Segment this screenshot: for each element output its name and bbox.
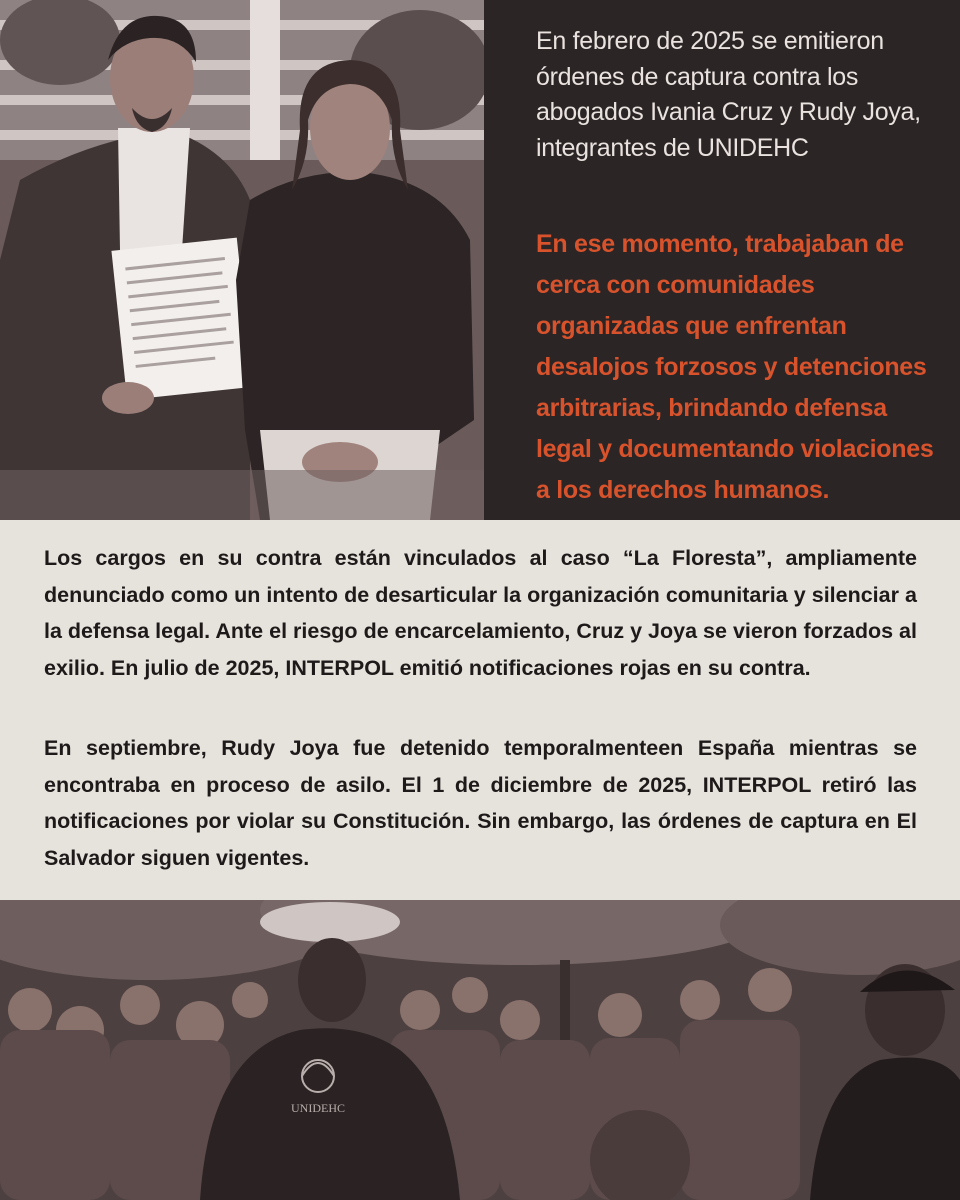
crowd-body [680, 1020, 800, 1200]
crowd-body [0, 1030, 110, 1200]
crowd-body [500, 1040, 590, 1200]
lawyers-photo [0, 0, 484, 520]
legal-document [111, 238, 252, 400]
crowd-head [232, 982, 268, 1018]
crowd-head [452, 977, 488, 1013]
umbrella [260, 902, 400, 942]
crowd-head [500, 1000, 540, 1040]
vest-wearer-head [298, 938, 366, 1022]
vest-logo-text: UNIDEHC [291, 1101, 345, 1115]
case-paragraph: Los cargos en su contra están vinculados al caso “La Floresta”, ampliamente denunciado como un intento de desarticular la organización comunitaria y silenciar a la defensa legal. Ante el riesgo de encarcelamiento, Cruz y Joya se vieron forzados al exilio. En julio de 2025, INTERPOL emitió notificaciones rojas en su contra. [44, 546, 917, 680]
man-hand [102, 382, 154, 414]
community-photo-illustration [0, 900, 960, 1200]
ground-shadow [0, 470, 484, 520]
crowd-head [748, 968, 792, 1012]
lawyers-photo-illustration [0, 0, 484, 520]
white-column [250, 0, 280, 160]
highlight-text: En ese momento, trabajaban de cerca con comunidades organizadas que enfrentan desalojos forzosos y detenciones arbitrarias, brindando defensa legal y documentando violaciones a los derechos humanos. [536, 230, 934, 504]
intro-text: En febrero de 2025 se emitieron órdenes de captura contra los abogados Ivania Cruz y Rudy Joya, integrantes de UNIDEHC [536, 27, 921, 162]
crowd-head [680, 980, 720, 1020]
crowd-head [598, 993, 642, 1037]
crowd-head [400, 990, 440, 1030]
crowd-head [120, 985, 160, 1025]
community-photo [0, 900, 960, 1200]
railing-bar [0, 130, 484, 140]
update-paragraph: En septiembre, Rudy Joya fue detenido temporalmenteen España mientras se encontraba en proceso de asilo. El 1 de diciembre de 2025, INTERPOL retiró las notificaciones por violar su Constitución. Sin embargo, las órdenes de captura en El Salvador siguen vigentes. [44, 736, 917, 870]
top-text-panel [484, 0, 960, 520]
crowd-head [8, 988, 52, 1032]
top-section [0, 0, 960, 520]
description-band [0, 520, 960, 900]
